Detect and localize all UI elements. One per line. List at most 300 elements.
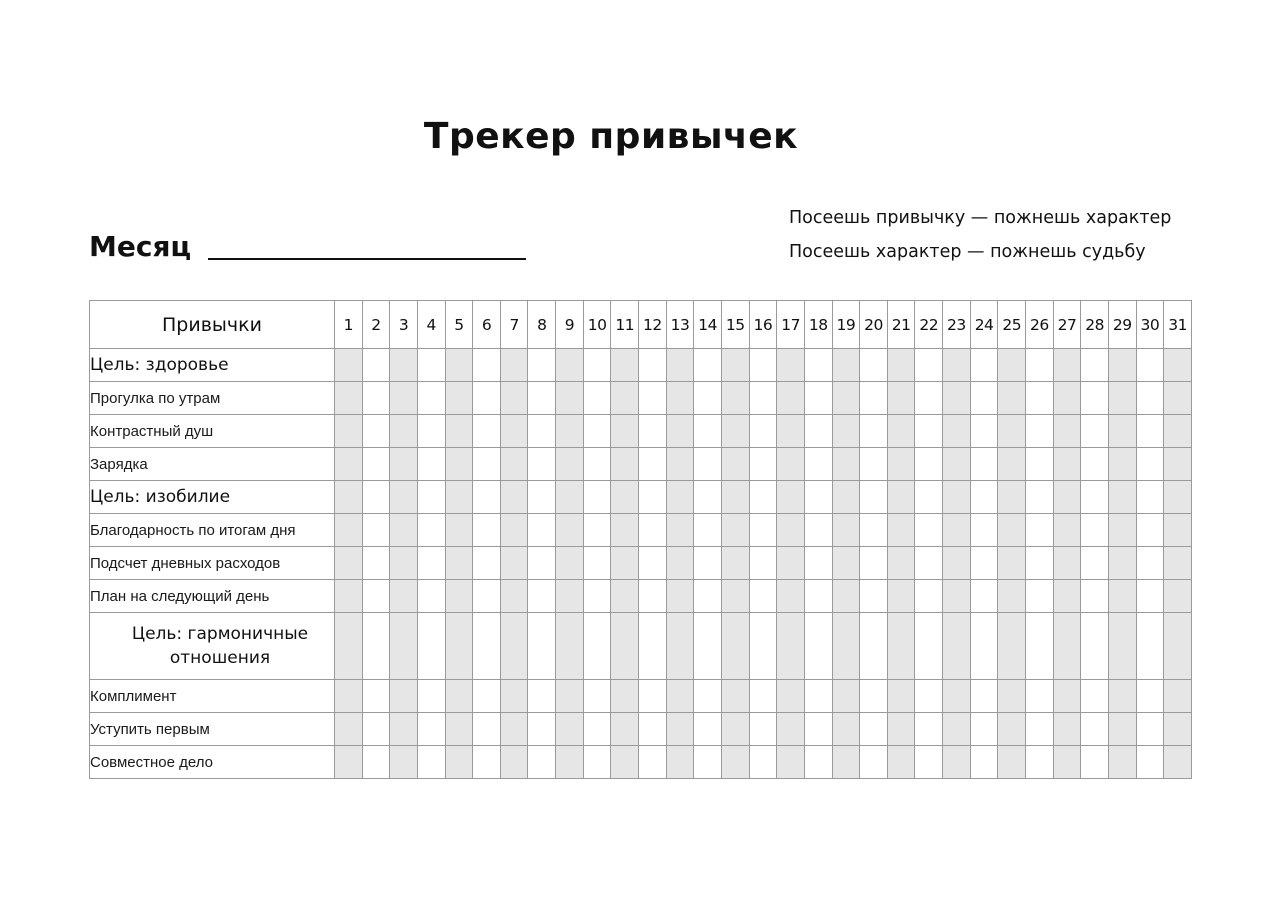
day-check-cell[interactable]: [721, 481, 749, 514]
day-check-cell[interactable]: [362, 382, 390, 415]
day-check-cell[interactable]: [1053, 349, 1081, 382]
day-check-cell[interactable]: [335, 580, 363, 613]
day-check-cell[interactable]: [639, 481, 667, 514]
day-check-cell[interactable]: [970, 382, 998, 415]
day-check-cell[interactable]: [666, 481, 694, 514]
day-check-cell[interactable]: [417, 746, 445, 779]
day-check-cell[interactable]: [694, 349, 722, 382]
day-check-cell[interactable]: [970, 580, 998, 613]
day-check-cell[interactable]: [832, 349, 860, 382]
day-check-cell[interactable]: [390, 382, 418, 415]
day-check-cell[interactable]: [611, 713, 639, 746]
day-check-cell[interactable]: [473, 547, 501, 580]
day-check-cell[interactable]: [970, 415, 998, 448]
day-check-cell[interactable]: [556, 415, 584, 448]
day-check-cell[interactable]: [362, 613, 390, 680]
day-check-cell[interactable]: [1108, 713, 1136, 746]
day-check-cell[interactable]: [915, 746, 943, 779]
day-check-cell[interactable]: [666, 514, 694, 547]
day-check-cell[interactable]: [666, 713, 694, 746]
day-check-cell[interactable]: [583, 580, 611, 613]
day-check-cell[interactable]: [777, 448, 805, 481]
day-check-cell[interactable]: [611, 448, 639, 481]
day-check-cell[interactable]: [749, 514, 777, 547]
day-check-cell[interactable]: [1081, 514, 1109, 547]
day-check-cell[interactable]: [1026, 382, 1054, 415]
day-check-cell[interactable]: [1053, 415, 1081, 448]
day-check-cell[interactable]: [1164, 580, 1192, 613]
day-check-cell[interactable]: [1164, 547, 1192, 580]
day-check-cell[interactable]: [749, 746, 777, 779]
day-check-cell[interactable]: [1164, 514, 1192, 547]
day-check-cell[interactable]: [445, 514, 473, 547]
day-check-cell[interactable]: [860, 514, 888, 547]
day-check-cell[interactable]: [362, 746, 390, 779]
day-check-cell[interactable]: [500, 349, 528, 382]
day-check-cell[interactable]: [362, 713, 390, 746]
day-check-cell[interactable]: [1053, 680, 1081, 713]
day-check-cell[interactable]: [887, 382, 915, 415]
day-check-cell[interactable]: [887, 448, 915, 481]
day-check-cell[interactable]: [528, 547, 556, 580]
day-check-cell[interactable]: [500, 613, 528, 680]
day-check-cell[interactable]: [777, 713, 805, 746]
day-check-cell[interactable]: [887, 514, 915, 547]
day-check-cell[interactable]: [473, 448, 501, 481]
day-check-cell[interactable]: [998, 415, 1026, 448]
day-check-cell[interactable]: [335, 448, 363, 481]
day-check-cell[interactable]: [804, 514, 832, 547]
day-check-cell[interactable]: [1081, 349, 1109, 382]
day-check-cell[interactable]: [335, 415, 363, 448]
day-check-cell[interactable]: [500, 415, 528, 448]
day-check-cell[interactable]: [1108, 415, 1136, 448]
day-check-cell[interactable]: [639, 713, 667, 746]
day-check-cell[interactable]: [639, 580, 667, 613]
day-check-cell[interactable]: [583, 680, 611, 713]
day-check-cell[interactable]: [721, 713, 749, 746]
day-check-cell[interactable]: [335, 613, 363, 680]
day-check-cell[interactable]: [749, 680, 777, 713]
day-check-cell[interactable]: [1136, 613, 1164, 680]
day-check-cell[interactable]: [556, 713, 584, 746]
day-check-cell[interactable]: [943, 547, 971, 580]
day-check-cell[interactable]: [887, 580, 915, 613]
day-check-cell[interactable]: [860, 481, 888, 514]
day-check-cell[interactable]: [390, 448, 418, 481]
day-check-cell[interactable]: [611, 580, 639, 613]
day-check-cell[interactable]: [583, 415, 611, 448]
day-check-cell[interactable]: [417, 382, 445, 415]
day-check-cell[interactable]: [860, 713, 888, 746]
day-check-cell[interactable]: [804, 547, 832, 580]
day-check-cell[interactable]: [749, 713, 777, 746]
day-check-cell[interactable]: [500, 382, 528, 415]
day-check-cell[interactable]: [694, 713, 722, 746]
day-check-cell[interactable]: [1053, 547, 1081, 580]
day-check-cell[interactable]: [445, 415, 473, 448]
day-check-cell[interactable]: [998, 713, 1026, 746]
day-check-cell[interactable]: [417, 349, 445, 382]
day-check-cell[interactable]: [860, 448, 888, 481]
day-check-cell[interactable]: [500, 547, 528, 580]
day-check-cell[interactable]: [1026, 580, 1054, 613]
day-check-cell[interactable]: [473, 349, 501, 382]
day-check-cell[interactable]: [639, 547, 667, 580]
day-check-cell[interactable]: [556, 580, 584, 613]
day-check-cell[interactable]: [335, 481, 363, 514]
day-check-cell[interactable]: [335, 547, 363, 580]
day-check-cell[interactable]: [943, 514, 971, 547]
day-check-cell[interactable]: [1081, 580, 1109, 613]
day-check-cell[interactable]: [583, 382, 611, 415]
day-check-cell[interactable]: [694, 415, 722, 448]
day-check-cell[interactable]: [473, 514, 501, 547]
day-check-cell[interactable]: [1164, 349, 1192, 382]
day-check-cell[interactable]: [915, 547, 943, 580]
day-check-cell[interactable]: [777, 680, 805, 713]
day-check-cell[interactable]: [915, 481, 943, 514]
day-check-cell[interactable]: [473, 713, 501, 746]
day-check-cell[interactable]: [1164, 481, 1192, 514]
day-check-cell[interactable]: [1053, 746, 1081, 779]
day-check-cell[interactable]: [1136, 481, 1164, 514]
day-check-cell[interactable]: [887, 613, 915, 680]
day-check-cell[interactable]: [832, 448, 860, 481]
day-check-cell[interactable]: [473, 613, 501, 680]
day-check-cell[interactable]: [639, 448, 667, 481]
day-check-cell[interactable]: [335, 713, 363, 746]
day-check-cell[interactable]: [639, 514, 667, 547]
day-check-cell[interactable]: [1026, 680, 1054, 713]
day-check-cell[interactable]: [556, 680, 584, 713]
month-input-line[interactable]: [208, 258, 526, 260]
day-check-cell[interactable]: [362, 547, 390, 580]
day-check-cell[interactable]: [445, 580, 473, 613]
day-check-cell[interactable]: [860, 547, 888, 580]
day-check-cell[interactable]: [417, 580, 445, 613]
day-check-cell[interactable]: [1108, 680, 1136, 713]
day-check-cell[interactable]: [998, 448, 1026, 481]
day-check-cell[interactable]: [998, 349, 1026, 382]
day-check-cell[interactable]: [1108, 580, 1136, 613]
day-check-cell[interactable]: [777, 580, 805, 613]
day-check-cell[interactable]: [390, 415, 418, 448]
day-check-cell[interactable]: [417, 415, 445, 448]
day-check-cell[interactable]: [832, 580, 860, 613]
day-check-cell[interactable]: [335, 746, 363, 779]
day-check-cell[interactable]: [583, 713, 611, 746]
day-check-cell[interactable]: [749, 580, 777, 613]
day-check-cell[interactable]: [694, 547, 722, 580]
day-check-cell[interactable]: [611, 514, 639, 547]
day-check-cell[interactable]: [721, 680, 749, 713]
day-check-cell[interactable]: [832, 547, 860, 580]
day-check-cell[interactable]: [832, 514, 860, 547]
day-check-cell[interactable]: [1026, 481, 1054, 514]
day-check-cell[interactable]: [1053, 382, 1081, 415]
day-check-cell[interactable]: [639, 746, 667, 779]
day-check-cell[interactable]: [473, 580, 501, 613]
day-check-cell[interactable]: [832, 713, 860, 746]
day-check-cell[interactable]: [749, 481, 777, 514]
day-check-cell[interactable]: [1136, 349, 1164, 382]
day-check-cell[interactable]: [666, 448, 694, 481]
day-check-cell[interactable]: [1053, 514, 1081, 547]
day-check-cell[interactable]: [721, 613, 749, 680]
day-check-cell[interactable]: [528, 514, 556, 547]
day-check-cell[interactable]: [804, 448, 832, 481]
day-check-cell[interactable]: [528, 481, 556, 514]
day-check-cell[interactable]: [1108, 481, 1136, 514]
day-check-cell[interactable]: [970, 514, 998, 547]
day-check-cell[interactable]: [915, 415, 943, 448]
day-check-cell[interactable]: [445, 547, 473, 580]
day-check-cell[interactable]: [528, 448, 556, 481]
day-check-cell[interactable]: [887, 481, 915, 514]
day-check-cell[interactable]: [611, 613, 639, 680]
day-check-cell[interactable]: [860, 580, 888, 613]
day-check-cell[interactable]: [666, 680, 694, 713]
day-check-cell[interactable]: [943, 415, 971, 448]
day-check-cell[interactable]: [804, 415, 832, 448]
day-check-cell[interactable]: [390, 349, 418, 382]
day-check-cell[interactable]: [1164, 448, 1192, 481]
day-check-cell[interactable]: [417, 613, 445, 680]
day-check-cell[interactable]: [970, 349, 998, 382]
day-check-cell[interactable]: [666, 746, 694, 779]
day-check-cell[interactable]: [970, 680, 998, 713]
day-check-cell[interactable]: [473, 481, 501, 514]
day-check-cell[interactable]: [528, 746, 556, 779]
day-check-cell[interactable]: [915, 580, 943, 613]
day-check-cell[interactable]: [943, 481, 971, 514]
day-check-cell[interactable]: [583, 547, 611, 580]
day-check-cell[interactable]: [1026, 746, 1054, 779]
day-check-cell[interactable]: [500, 580, 528, 613]
day-check-cell[interactable]: [998, 580, 1026, 613]
day-check-cell[interactable]: [473, 415, 501, 448]
day-check-cell[interactable]: [639, 349, 667, 382]
day-check-cell[interactable]: [1136, 680, 1164, 713]
day-check-cell[interactable]: [1136, 580, 1164, 613]
day-check-cell[interactable]: [1053, 448, 1081, 481]
day-check-cell[interactable]: [666, 415, 694, 448]
day-check-cell[interactable]: [943, 680, 971, 713]
day-check-cell[interactable]: [1081, 481, 1109, 514]
day-check-cell[interactable]: [721, 448, 749, 481]
day-check-cell[interactable]: [721, 349, 749, 382]
day-check-cell[interactable]: [611, 415, 639, 448]
day-check-cell[interactable]: [639, 680, 667, 713]
day-check-cell[interactable]: [335, 514, 363, 547]
day-check-cell[interactable]: [860, 415, 888, 448]
day-check-cell[interactable]: [611, 481, 639, 514]
day-check-cell[interactable]: [1081, 448, 1109, 481]
day-check-cell[interactable]: [804, 713, 832, 746]
day-check-cell[interactable]: [721, 514, 749, 547]
day-check-cell[interactable]: [417, 713, 445, 746]
day-check-cell[interactable]: [500, 746, 528, 779]
day-check-cell[interactable]: [721, 580, 749, 613]
day-check-cell[interactable]: [998, 547, 1026, 580]
day-check-cell[interactable]: [1026, 448, 1054, 481]
day-check-cell[interactable]: [362, 580, 390, 613]
day-check-cell[interactable]: [611, 680, 639, 713]
day-check-cell[interactable]: [804, 349, 832, 382]
day-check-cell[interactable]: [1108, 382, 1136, 415]
day-check-cell[interactable]: [390, 613, 418, 680]
day-check-cell[interactable]: [500, 713, 528, 746]
day-check-cell[interactable]: [694, 746, 722, 779]
day-check-cell[interactable]: [583, 349, 611, 382]
day-check-cell[interactable]: [417, 448, 445, 481]
day-check-cell[interactable]: [528, 613, 556, 680]
day-check-cell[interactable]: [943, 713, 971, 746]
day-check-cell[interactable]: [583, 448, 611, 481]
day-check-cell[interactable]: [943, 613, 971, 680]
day-check-cell[interactable]: [943, 349, 971, 382]
day-check-cell[interactable]: [832, 613, 860, 680]
day-check-cell[interactable]: [528, 382, 556, 415]
day-check-cell[interactable]: [832, 415, 860, 448]
day-check-cell[interactable]: [611, 746, 639, 779]
day-check-cell[interactable]: [998, 481, 1026, 514]
day-check-cell[interactable]: [970, 713, 998, 746]
day-check-cell[interactable]: [362, 680, 390, 713]
day-check-cell[interactable]: [1026, 713, 1054, 746]
day-check-cell[interactable]: [583, 514, 611, 547]
day-check-cell[interactable]: [887, 547, 915, 580]
day-check-cell[interactable]: [473, 746, 501, 779]
day-check-cell[interactable]: [915, 680, 943, 713]
day-check-cell[interactable]: [721, 746, 749, 779]
day-check-cell[interactable]: [1053, 713, 1081, 746]
day-check-cell[interactable]: [528, 580, 556, 613]
day-check-cell[interactable]: [335, 680, 363, 713]
day-check-cell[interactable]: [362, 448, 390, 481]
day-check-cell[interactable]: [445, 713, 473, 746]
day-check-cell[interactable]: [721, 415, 749, 448]
day-check-cell[interactable]: [417, 481, 445, 514]
day-check-cell[interactable]: [694, 580, 722, 613]
day-check-cell[interactable]: [666, 349, 694, 382]
day-check-cell[interactable]: [1108, 349, 1136, 382]
day-check-cell[interactable]: [915, 514, 943, 547]
day-check-cell[interactable]: [639, 415, 667, 448]
day-check-cell[interactable]: [1136, 514, 1164, 547]
day-check-cell[interactable]: [1081, 713, 1109, 746]
day-check-cell[interactable]: [777, 415, 805, 448]
day-check-cell[interactable]: [417, 680, 445, 713]
day-check-cell[interactable]: [998, 514, 1026, 547]
day-check-cell[interactable]: [804, 680, 832, 713]
day-check-cell[interactable]: [1026, 349, 1054, 382]
day-check-cell[interactable]: [528, 680, 556, 713]
day-check-cell[interactable]: [915, 613, 943, 680]
day-check-cell[interactable]: [694, 680, 722, 713]
day-check-cell[interactable]: [694, 448, 722, 481]
day-check-cell[interactable]: [749, 547, 777, 580]
day-check-cell[interactable]: [1081, 382, 1109, 415]
day-check-cell[interactable]: [804, 613, 832, 680]
day-check-cell[interactable]: [887, 746, 915, 779]
day-check-cell[interactable]: [1026, 514, 1054, 547]
day-check-cell[interactable]: [390, 746, 418, 779]
day-check-cell[interactable]: [804, 382, 832, 415]
day-check-cell[interactable]: [1164, 746, 1192, 779]
day-check-cell[interactable]: [998, 613, 1026, 680]
day-check-cell[interactable]: [445, 448, 473, 481]
day-check-cell[interactable]: [943, 382, 971, 415]
day-check-cell[interactable]: [473, 680, 501, 713]
day-check-cell[interactable]: [417, 547, 445, 580]
day-check-cell[interactable]: [860, 349, 888, 382]
day-check-cell[interactable]: [1136, 382, 1164, 415]
day-check-cell[interactable]: [887, 680, 915, 713]
day-check-cell[interactable]: [694, 514, 722, 547]
day-check-cell[interactable]: [556, 514, 584, 547]
day-check-cell[interactable]: [556, 613, 584, 680]
day-check-cell[interactable]: [860, 746, 888, 779]
day-check-cell[interactable]: [860, 680, 888, 713]
day-check-cell[interactable]: [804, 580, 832, 613]
day-check-cell[interactable]: [694, 613, 722, 680]
day-check-cell[interactable]: [777, 349, 805, 382]
day-check-cell[interactable]: [915, 713, 943, 746]
day-check-cell[interactable]: [887, 349, 915, 382]
day-check-cell[interactable]: [1081, 547, 1109, 580]
day-check-cell[interactable]: [390, 514, 418, 547]
day-check-cell[interactable]: [777, 481, 805, 514]
day-check-cell[interactable]: [1026, 547, 1054, 580]
day-check-cell[interactable]: [390, 481, 418, 514]
day-check-cell[interactable]: [832, 481, 860, 514]
day-check-cell[interactable]: [1136, 547, 1164, 580]
day-check-cell[interactable]: [1081, 415, 1109, 448]
day-check-cell[interactable]: [639, 613, 667, 680]
day-check-cell[interactable]: [1053, 580, 1081, 613]
day-check-cell[interactable]: [943, 746, 971, 779]
day-check-cell[interactable]: [583, 481, 611, 514]
day-check-cell[interactable]: [500, 481, 528, 514]
day-check-cell[interactable]: [445, 746, 473, 779]
day-check-cell[interactable]: [721, 382, 749, 415]
day-check-cell[interactable]: [362, 415, 390, 448]
day-check-cell[interactable]: [1026, 613, 1054, 680]
day-check-cell[interactable]: [666, 613, 694, 680]
day-check-cell[interactable]: [777, 613, 805, 680]
day-check-cell[interactable]: [556, 382, 584, 415]
day-check-cell[interactable]: [915, 448, 943, 481]
day-check-cell[interactable]: [445, 680, 473, 713]
day-check-cell[interactable]: [887, 415, 915, 448]
day-check-cell[interactable]: [1053, 613, 1081, 680]
day-check-cell[interactable]: [1081, 680, 1109, 713]
day-check-cell[interactable]: [721, 547, 749, 580]
day-check-cell[interactable]: [417, 514, 445, 547]
day-check-cell[interactable]: [335, 382, 363, 415]
day-check-cell[interactable]: [556, 481, 584, 514]
day-check-cell[interactable]: [528, 415, 556, 448]
day-check-cell[interactable]: [362, 349, 390, 382]
day-check-cell[interactable]: [860, 382, 888, 415]
day-check-cell[interactable]: [749, 415, 777, 448]
day-check-cell[interactable]: [611, 547, 639, 580]
day-check-cell[interactable]: [611, 382, 639, 415]
day-check-cell[interactable]: [335, 349, 363, 382]
day-check-cell[interactable]: [1136, 448, 1164, 481]
